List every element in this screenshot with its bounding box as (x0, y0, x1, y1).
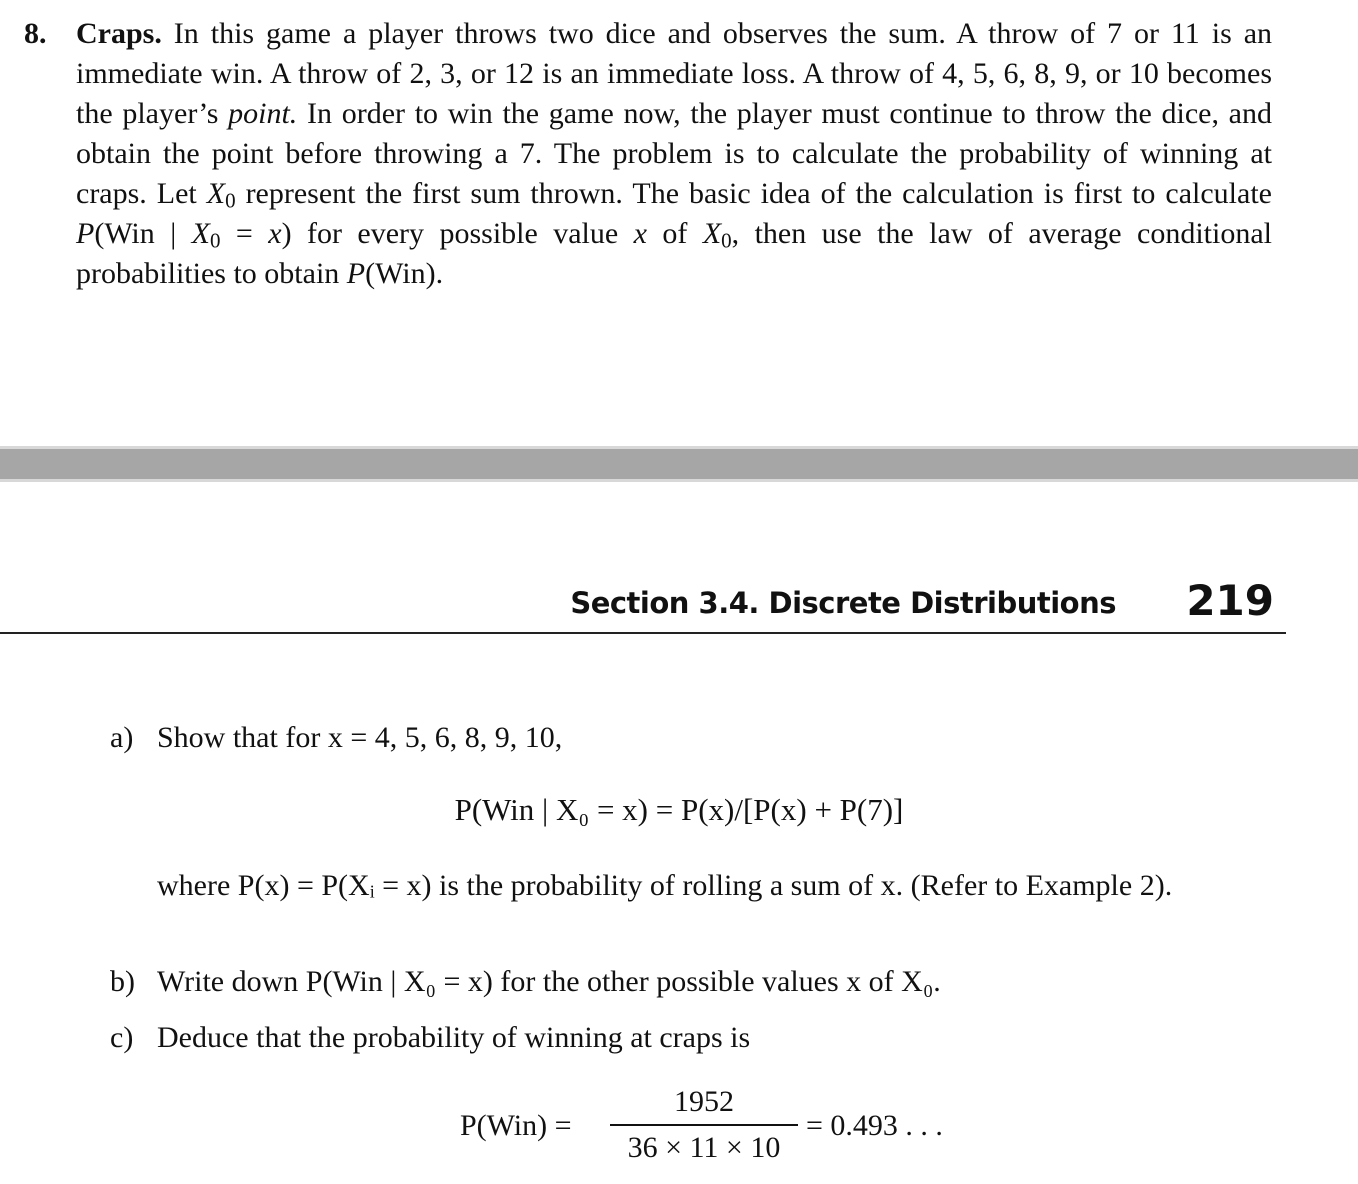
problem-text-5: of (646, 217, 703, 250)
fraction (610, 1082, 798, 1168)
problem-text-2: In order to win the game now, the player must continue to throw the dice, and obtain the point before throwing a 7. The problem is to calculate the probability of winning at craps. Let (76, 97, 1272, 210)
formula-lhs: P(Win) = (460, 1109, 572, 1142)
fraction-numerator: 1952 (674, 1085, 734, 1118)
part-a-label: a) (110, 721, 134, 754)
problem-number: 8. (24, 17, 47, 50)
problem-block (24, 14, 1272, 294)
math-x0-2: $X_0$ (702, 217, 732, 253)
problem-paragraph: 8. Craps. In this game a player throws two dice and observes the sum. A throw of 7 or 11 is an immediate win. A throw of 2, 3, or 12 is an immediate loss. A throw of 4, 5, 6, 8, 9, or 10 becomes the player’s point. In order to win the game now, the player must continue to throw the dice, and obtain the point before throwing a 7. The problem is to calculate the probability of winning at craps. Let $X_0$ represent the first sum thrown. The basic idea of the calculation is first to calculate P(Win | $X_0 = x$) for every possible value x of $X_0$, then use the law of average conditional probabilities to obtain P(Win). (24, 14, 1272, 294)
part-b-text: Write down P(Win | X₀ = x) for the other possible values x of X₀. (157, 965, 941, 998)
section-title: Section 3.4. Discrete Distributions (570, 586, 1116, 620)
part-b-label: b) (110, 965, 135, 998)
problem-text-4: for every possible value (291, 217, 634, 250)
problem-text-point: point. (228, 97, 298, 130)
fraction-bar (610, 1124, 798, 1126)
part-a-where: where P(x) = P(Xᵢ = x) is the probability of rolling a sum of x. (Refer to Example 2). (157, 869, 1173, 902)
problem-title: Craps. (76, 17, 162, 50)
math-conditional-prob: P (76, 217, 95, 250)
math-x: x (633, 217, 647, 250)
part-c-label: c) (110, 1021, 134, 1054)
formula-rhs: = 0.493 . . . (806, 1109, 943, 1142)
running-header (0, 576, 1286, 634)
fraction-denominator: 36 × 11 × 10 (627, 1131, 781, 1164)
part-a-text: Show that for x = 4, 5, 6, 8, 9, 10, (157, 721, 563, 754)
page-number: 219 (1186, 576, 1274, 625)
part-a-formula: P(Win | X₀ = x) = P(x)/[P(x) + P(7)] (454, 792, 904, 827)
problem-text-7: . (435, 257, 444, 290)
math-p-win: P (346, 257, 366, 290)
math-x0: $X_0$ (206, 177, 236, 213)
problem-text-3: represent the first sum thrown. The basic idea of the calculation is first to calculate (235, 177, 1272, 210)
part-c-text: Deduce that the probability of winning at craps is (157, 1021, 751, 1054)
page-divider (0, 446, 1358, 482)
problem-text-1: In this game a player throws two dice and observes the sum. A throw of 7 or 11 is an immediate win. A throw of 2, 3, or 12 is an immediate loss. A throw of 4, 5, 6, 8, 9, or 10 becomes the player’s (76, 17, 1273, 130)
problem-text-6: , then use the law of average conditional probabilities to obtain (76, 217, 1272, 290)
